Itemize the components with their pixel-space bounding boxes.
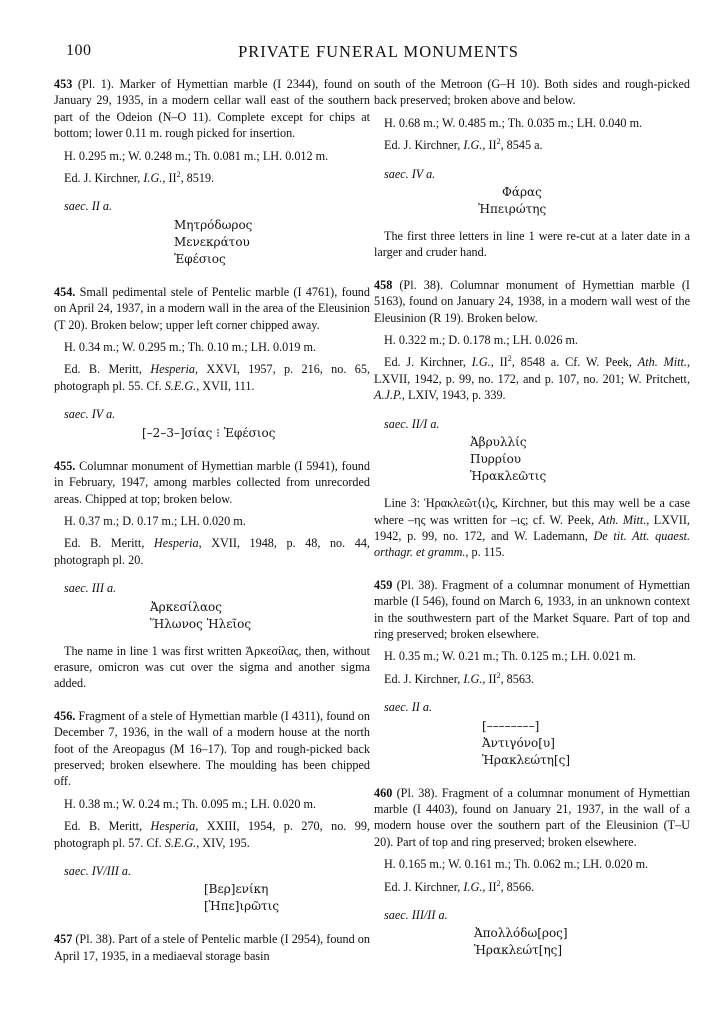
inscription-line: Ἀπολλόδω[ρος] (474, 926, 568, 941)
greek-inscription (374, 718, 690, 769)
inscription-line: [Ἠπε]ιρῶτις (204, 899, 280, 914)
measurements: H. 0.38 m.; W. 0.24 m.; Th. 0.095 m.; LH. 0.020 m. (64, 796, 316, 811)
commentary-note: The name in line 1 was first written Ἀρκεσίλας, then, without erasure, omicron was cut over the sigma and another sigma added. (54, 643, 370, 691)
measurements: H. 0.35 m.; W. 0.21 m.; Th. 0.125 m.; LH. 0.021 m. (384, 649, 636, 664)
entry-456 (54, 708, 370, 916)
date-saec: saec. III a. (64, 581, 117, 596)
date-saec: saec. IV a. (64, 407, 116, 422)
running-header (66, 42, 691, 68)
inscription-line: Ἡρακλεώτη[ς] (482, 752, 571, 767)
greek-inscription (374, 184, 690, 218)
edition-reference: Ed. J. Kirchner, I.G., $II^2$, 8545 a. (384, 137, 543, 153)
inscription-line: Φάρας (502, 185, 542, 200)
inscription-line: Ἐφέσιος (174, 251, 226, 266)
entry-description: 455. Columnar monument of Hymettian marble (I 5941), found in February, 1947, among marbles collected from unrecorded areas. Chipped at top; broken below. (54, 458, 370, 506)
entry-description: 459 (Pl. 38). Fragment of a columnar monument of Hymettian marble (I 546), found on March 6, 1933, in an unknown context in the southwestern part of the Market Square. Part of top and ring preserved; broken elsewhere. (374, 577, 690, 641)
inscription-line: Ἡρακλεῶτις (470, 469, 547, 484)
measurements: H. 0.322 m.; D. 0.178 m.; LH. 0.026 m. (384, 333, 578, 348)
edition-reference: Ed. J. Kirchner, I.G., $II^2$, 8566. (384, 878, 535, 894)
inscription-line: Ἀρκεσίλαος (150, 599, 222, 614)
entry-description: 453 (Pl. 1). Marker of Hymettian marble (I 2344), found on January 29, 1935, in a modern cellar wall east of the southern part of the Odeion (N–O 11). Complete except for chips at bottom; lower 0.11 m. rough picked for insertion. (54, 77, 370, 141)
greek-inscription (54, 217, 370, 268)
entry-460 (374, 785, 690, 960)
inscription-line: [––––––––] (482, 718, 540, 733)
edition-reference: Ed. J. Kirchner, I.G., $II^2$, 8548 a. Cf. W. Peek, Ath. Mitt., LXVII, 1942, p. 99, no. 172, and p. 107, no. 201; W. Pritchett, A.J.P., LXIV, 1943, p. 339. (374, 354, 690, 403)
inscription-line: Μενεκράτου (174, 234, 250, 249)
right-column (374, 76, 690, 959)
date-saec: saec. II/I a. (384, 416, 440, 431)
entry-458 (374, 277, 690, 561)
entry-453 (54, 76, 370, 268)
commentary-note: The first three letters in line 1 were re-cut at a later date in a larger and cruder hand. (374, 229, 690, 260)
greek-inscription (54, 881, 370, 915)
commentary-note: Line 3: Ἡρακλεῶτ⟨ι⟩ς, Kirchner, but this may well be a case where –ης was written for –ις; cf. W. Peek, Ath. Mitt., LXVII, 1942, p. 99, no. 172, and W. Lademann, De tit. Att. quaest. orthagr. et gramm., p. 115. (374, 496, 690, 560)
edition-reference: Ed. B. Meritt, Hesperia, XXVI, 1957, p. 216, no. 65, photograph pl. 55. Cf. S.E.G., XVII, 111. (54, 362, 370, 393)
page-title: PRIVATE FUNERAL MONUMENTS (238, 42, 519, 61)
entry-description: 456. Fragment of a stele of Hymettian marble (I 4311), found on December 7, 1936, in the wall of a modern house at the north foot of the Areopagus (M 16–17). Top and rough-picked back preserved; broken elsewhere. The moulding has been chipped off. (54, 708, 370, 789)
measurements: H. 0.37 m.; D. 0.17 m.; LH. 0.020 m. (64, 513, 246, 528)
greek-inscription (54, 425, 370, 442)
inscription-line: Ἥλωνος Ἠλεῖος (150, 616, 252, 631)
measurements: H. 0.165 m.; W. 0.161 m.; Th. 0.062 m.; LH. 0.020 m. (384, 857, 649, 872)
inscription-line: Μητρόδωρος (174, 217, 253, 232)
entry-description: 457 (Pl. 38). Part of a stele of Pentelic marble (I 2954), found on April 17, 1935, in a mediaeval storage basin (54, 932, 370, 963)
edition-reference: Ed. B. Meritt, Hesperia, XVII, 1948, p. 48, no. 44, photograph pl. 20. (54, 536, 370, 567)
date-saec: saec. IV a. (384, 166, 436, 181)
inscription-line: Πυρρίου (470, 452, 522, 467)
entry-description: south of the Metroon (G–H 10). Both sides and rough-picked back preserved; broken above and below. (374, 77, 690, 108)
entry-454 (54, 284, 370, 442)
left-column (54, 76, 370, 964)
edition-reference: Ed. J. Kirchner, I.G., $II^2$, 8519. (64, 169, 215, 186)
greek-inscription (374, 925, 690, 959)
entry-455 (54, 458, 370, 692)
edition-reference: Ed. B. Meritt, Hesperia, XXIII, 1954, p. 270, no. 99, photograph pl. 57. Cf. S.E.G., XIV, 195. (54, 819, 370, 850)
date-saec: saec. IV/III a. (64, 864, 132, 878)
entry-description: 460 (Pl. 38). Fragment of a columnar monument of Hymettian marble (I 4403), found on January 21, 1937, in the wall of a modern house over the southern part of the Eleusinion (T–U 20). Part of top and ring preserved; broken elsewhere. (374, 785, 690, 849)
entry-description: 458 (Pl. 38). Columnar monument of Hymettian marble (I 5163), found on January 24, 1938, in a modern wall west of the Eleusinion (R 19). Broken below. (374, 277, 690, 325)
measurements: H. 0.68 m.; W. 0.485 m.; Th. 0.035 m.; LH. 0.040 m. (384, 115, 643, 130)
inscription-line: Ἀντιγόνο[υ] (482, 735, 555, 750)
inscription-line: [Βερ]ενίκη (204, 882, 269, 897)
inscription-line: Ἡρακλεώτ[ης] (474, 943, 563, 958)
date-saec: saec. II a. (384, 700, 433, 715)
inscription-line: Ἠπειρώτης (478, 202, 547, 217)
inscription-line: Ἀβρυλλίς (470, 435, 527, 450)
greek-inscription (374, 434, 690, 485)
entry-459 (374, 577, 690, 769)
date-saec: saec. III/II a. (384, 908, 448, 922)
measurements: H. 0.34 m.; W. 0.295 m.; Th. 0.10 m.; LH. 0.019 m. (64, 340, 316, 355)
edition-reference: Ed. J. Kirchner, I.G., $II^2$, 8563. (384, 670, 535, 686)
measurements: H. 0.295 m.; W. 0.248 m.; Th. 0.081 m.; LH. 0.012 m. (64, 148, 329, 163)
page-number: 100 (66, 42, 92, 59)
date-saec: saec. II a. (64, 199, 113, 214)
entry-457-continued (374, 76, 690, 261)
entry-457-start (54, 931, 370, 964)
entry-description: 454. Small pedimental stele of Pentelic marble (I 4761), found on April 24, 1937, in a modern wall in the area of the Eleusinion (T 20). Broken below; upper left corner chipped away. (54, 284, 370, 332)
inscription-line: [–2–3–]σίας ⁝ Ἐφέσιος (142, 425, 276, 440)
greek-inscription (54, 599, 370, 633)
